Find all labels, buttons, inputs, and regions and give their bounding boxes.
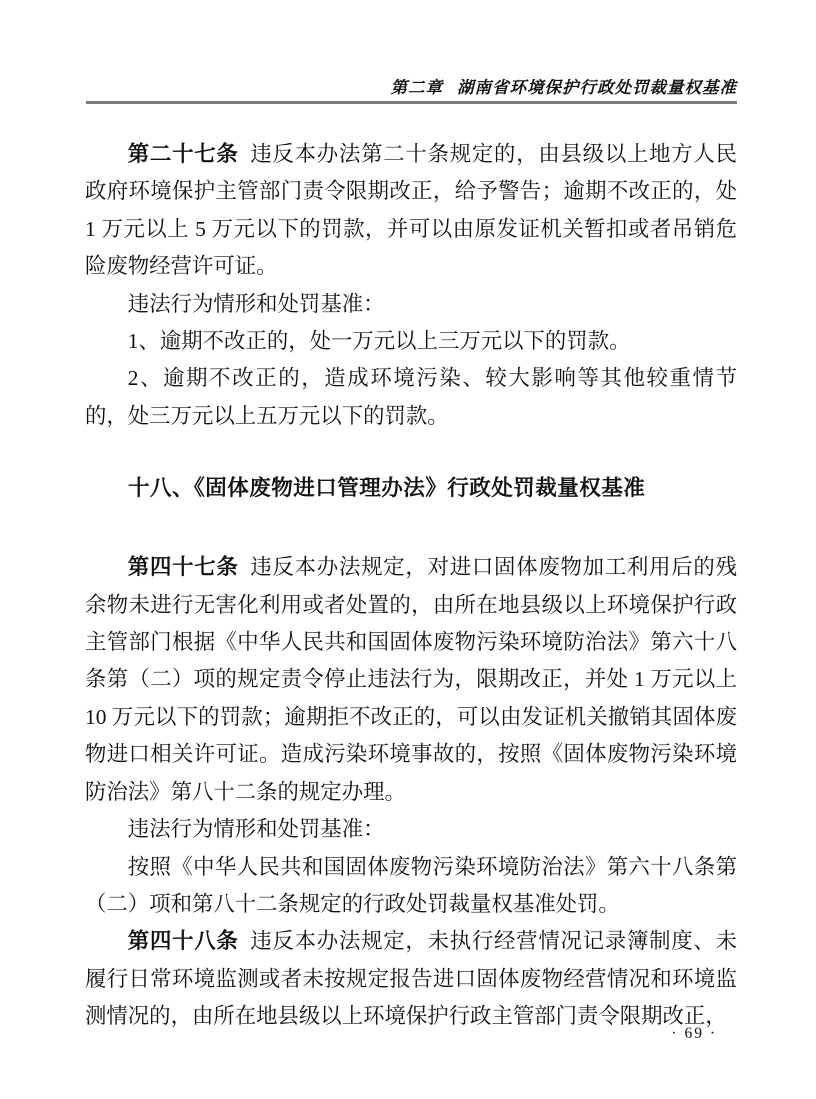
- header-rule-divider: [86, 101, 737, 104]
- article-27-number: 第二十七条: [127, 142, 239, 166]
- section-18-heading: 十八、《固体废物进口管理办法》行政处罚裁量权基准: [128, 476, 646, 501]
- article-47-number: 第四十七条: [127, 555, 239, 580]
- article-48-paragraph: [85, 923, 737, 1035]
- running-header: [86, 74, 737, 98]
- header-chapter-title: 湖南省环境保护行政处罚裁量权基准: [457, 78, 737, 97]
- article-27-paragraph: [85, 136, 737, 286]
- article-27-item-2: 2、逾期不改正的，造成环境污染、较大影响等其他较重情节的，处三万元以上五万元以下的罚款。: [85, 366, 737, 428]
- article-27-item-1: 1、逾期不改正的，处一万元以上三万元以下的罚款。: [127, 329, 631, 354]
- article-47-text: 违反本办法规定，对进口固体废物加工利用后的残余物未进行无害化利用或者处置的，由所在地县级以上环境保护行政主管部门根据《中华人民共和国固体废物污染环境防治法》第六十八条第（二）项的规定责令停止违法行为，限期改正，并处 1 万元以上 10 万元以下的罚款；逾期拒不改正的，可以由发证机关撤销其固体废物进口相关许可证。造成污染环境事故的，按照《固体废物污染环境防治法》第八十二条的规定办理。: [85, 555, 737, 804]
- article-47-paragraph: [85, 549, 737, 811]
- article-47-basis-text: 按照《中华人民共和国固体废物污染环境防治法》第六十八条第（二）项和第八十二条规定的行政处罚裁量权基准处罚。: [85, 854, 737, 916]
- article-48-text: 违反本办法规定，未执行经营情况记录簿制度、未履行日常环境监测或者未按规定报告进口固体废物经营情况和环境监测情况的，由所在地县级以上环境保护行政主管部门责令限期改正，: [85, 929, 737, 1029]
- article-27-basis-title: 违法行为情形和处罚基准：: [127, 291, 385, 316]
- article-48-number: 第四十八条: [127, 929, 239, 954]
- header-chapter-label: 第二章: [390, 78, 443, 97]
- article-47-basis-title: 违法行为情形和处罚基准：: [127, 817, 385, 842]
- article-27-text: 违反本办法第二十条规定的，由县级以上地方人民政府环境保护主管部门责令限期改正，给予警告；逾期不改正的，处 1 万元以上 5 万元以下的罚款，并可以由原发证机关暂扣或者吊销危险废物经营许可证。: [85, 142, 737, 279]
- document-body: [85, 136, 737, 1036]
- page-number: · 69 ·: [671, 1025, 717, 1042]
